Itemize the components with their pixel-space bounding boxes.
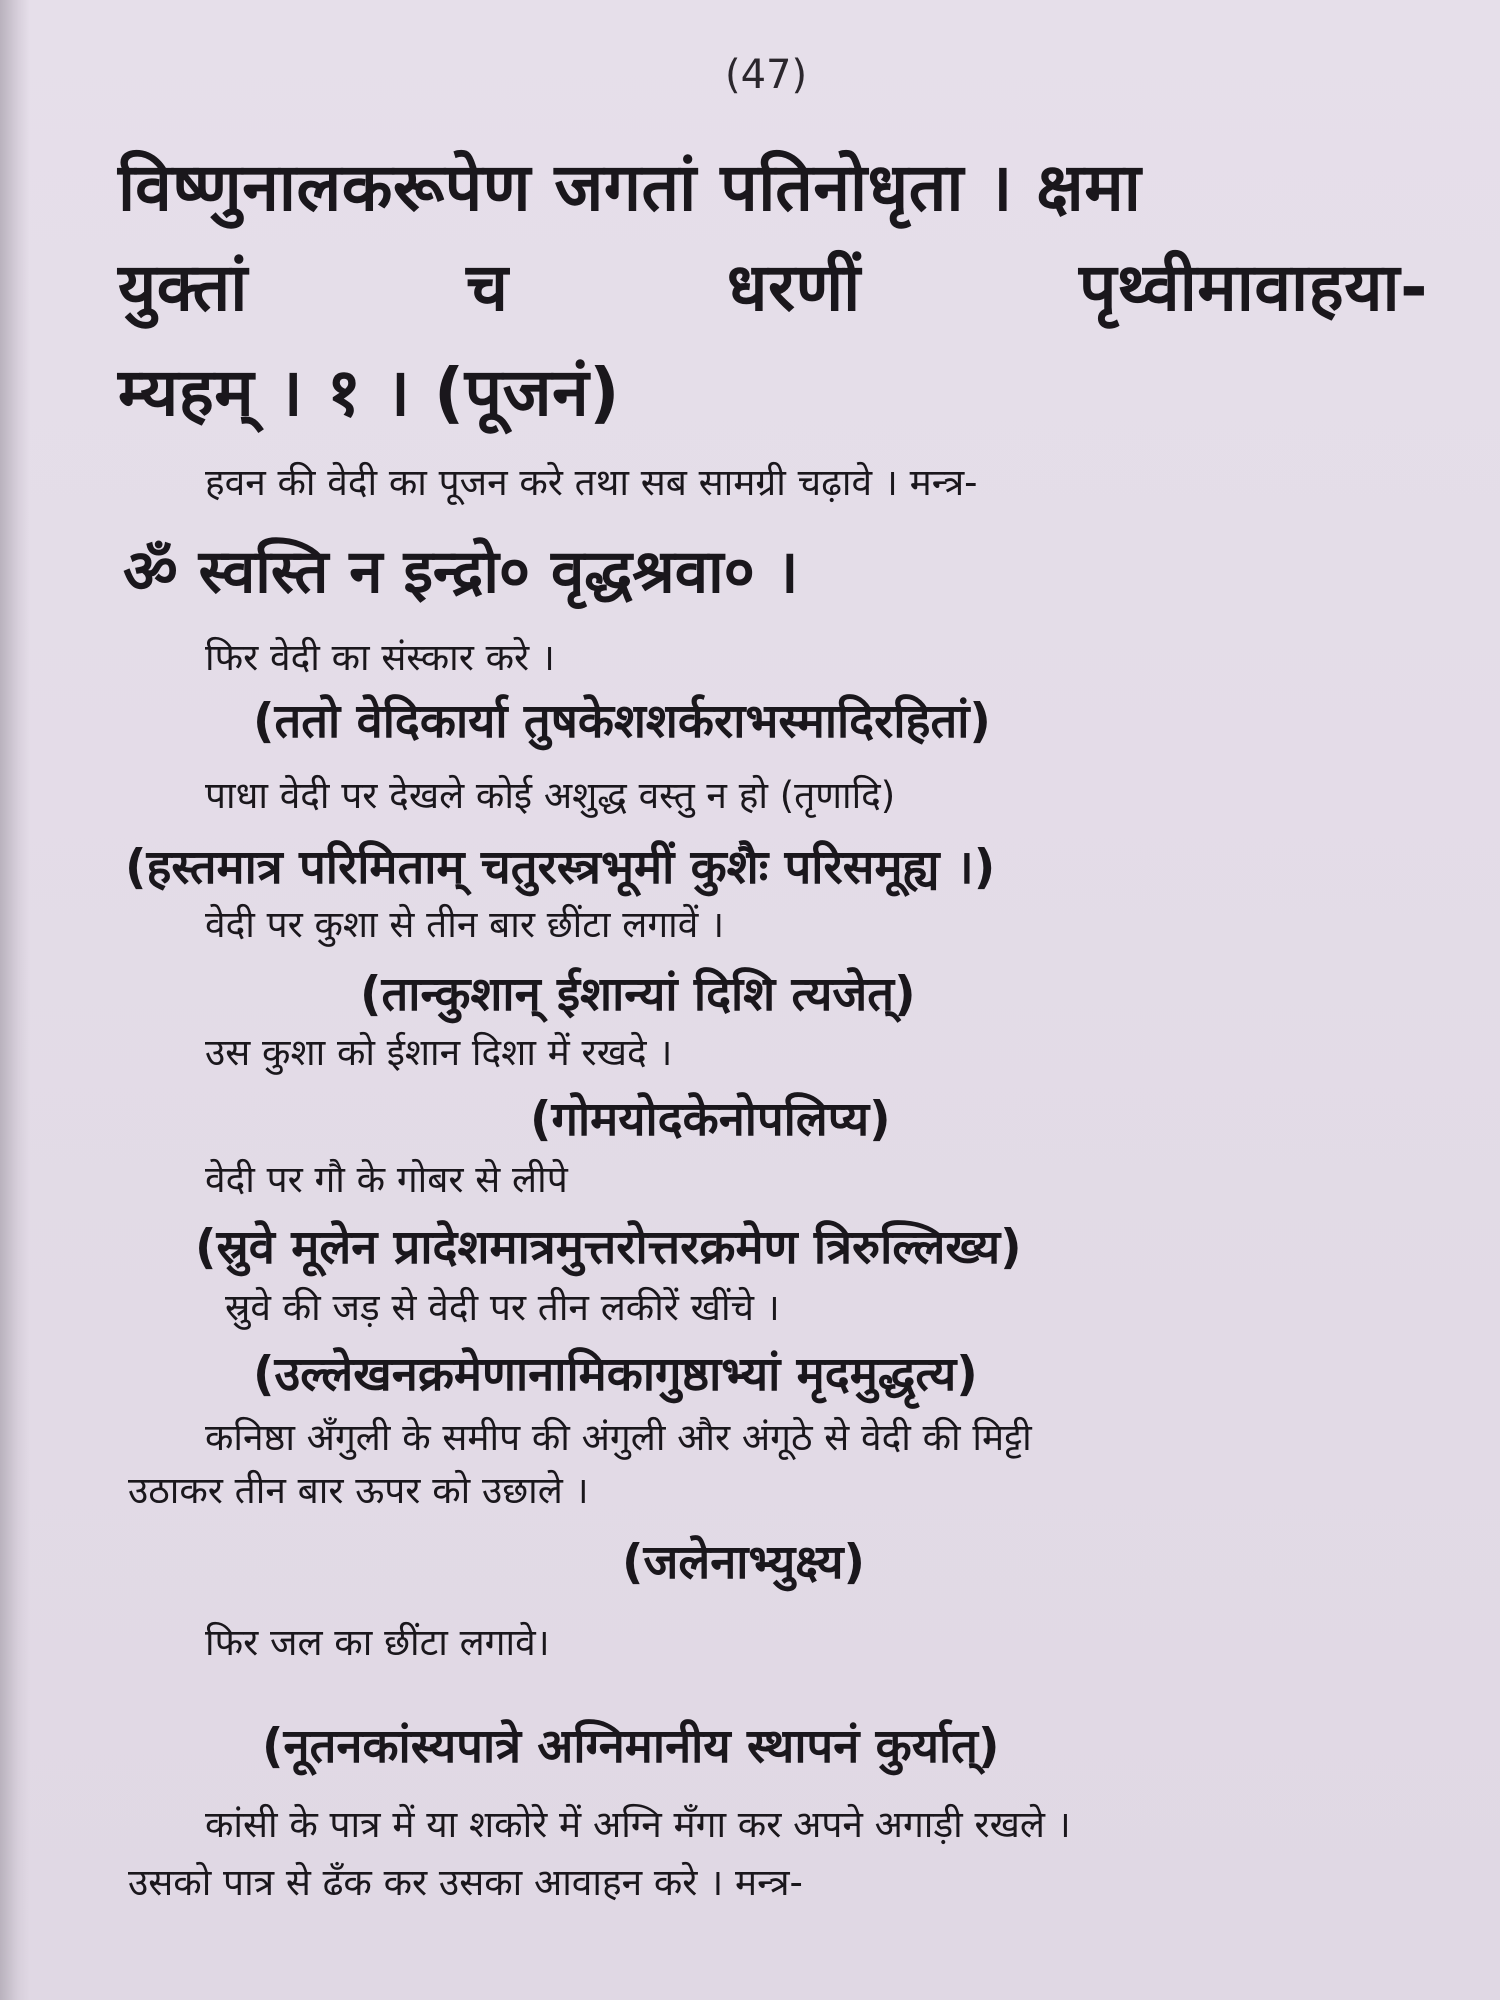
page-binding-shadow — [0, 0, 30, 2000]
sanskrit-heading: (ततो वेदिकार्या तुषकेशशर्कराभस्मादिरहितां) — [253, 694, 991, 749]
instruction-text: वेदी पर कुशा से तीन बार छींटा लगावें । — [205, 903, 725, 946]
verse-line-1: विष्णुनालकरूपेण जगतां पतिनोधृता । क्षमा — [118, 149, 1142, 226]
sanskrit-heading: (हस्तमात्र परिमिताम् चतुरस्त्रभूमीं कुशैः परिसमूह्य ।) — [125, 840, 996, 895]
instruction-text: उसको पात्र से ढँक कर उसका आवाहन करे । मन्त्र- — [128, 1861, 803, 1904]
instruction-text: स्रुवे की जड़ से वेदी पर तीन लकीरें खींचे । — [225, 1286, 780, 1329]
verse-word: पृथ्वीमावाहया- — [1079, 249, 1428, 326]
sanskrit-heading: (जलेनाभ्युक्ष्य) — [622, 1535, 865, 1590]
verse-line-3: म्यहम् । १ । (पूजनं) — [118, 354, 620, 431]
instruction-text: कनिष्ठा अँगुली के समीप की अंगुली और अंगूठे से वेदी की मिट्टी — [205, 1416, 1032, 1459]
instruction-text: उस कुशा को ईशान दिशा में रखदे । — [205, 1031, 673, 1074]
instruction-text: उठाकर तीन बार ऊपर को उछाले । — [128, 1469, 589, 1512]
instruction-text: कांसी के पात्र में या शकोरे में अग्नि मँगा कर अपने अगाड़ी रखले । — [205, 1803, 1071, 1846]
mantra-line: ॐ स्वस्ति न इन्द्रो० वृद्धश्रवा० । — [123, 537, 799, 607]
sanskrit-heading: (नूतनकांस्यपात्रे अग्निमानीय स्थापनं कुर्यात्) — [262, 1719, 1000, 1774]
sanskrit-heading: (उल्लेखनक्रमेणानामिकागुष्ठाभ्यां मृदमुद्धृत्य) — [253, 1347, 978, 1402]
verse-word: युक्तां — [118, 249, 248, 326]
instruction-text: वेदी पर गौ के गोबर से लीपे — [205, 1158, 568, 1201]
page-number: (47) — [725, 52, 808, 98]
sanskrit-heading: (गोमयोदकेनोपलिप्य) — [530, 1092, 891, 1147]
instruction-text: फिर जल का छींटा लगावे। — [205, 1621, 550, 1664]
sanskrit-heading: (तान्कुशान् ईशान्यां दिशि त्यजेत्) — [360, 967, 916, 1022]
verse-word: च — [466, 249, 509, 326]
instruction-text: हवन की वेदी का पूजन करे तथा सब सामग्री चढ़ावे । मन्त्र- — [205, 461, 978, 504]
instruction-text: फिर वेदी का संस्कार करे । — [205, 636, 555, 679]
instruction-text: पाधा वेदी पर देखले कोई अशुद्ध वस्तु न हो (तृणादि) — [205, 774, 896, 817]
sanskrit-heading: (स्रुवे मूलेन प्रादेशमात्रमुत्तरोत्तरक्रमेण त्रिरुल्लिख्य) — [195, 1220, 1022, 1275]
verse-line-2 — [118, 240, 1428, 330]
verse-word: धरणीं — [726, 249, 861, 326]
